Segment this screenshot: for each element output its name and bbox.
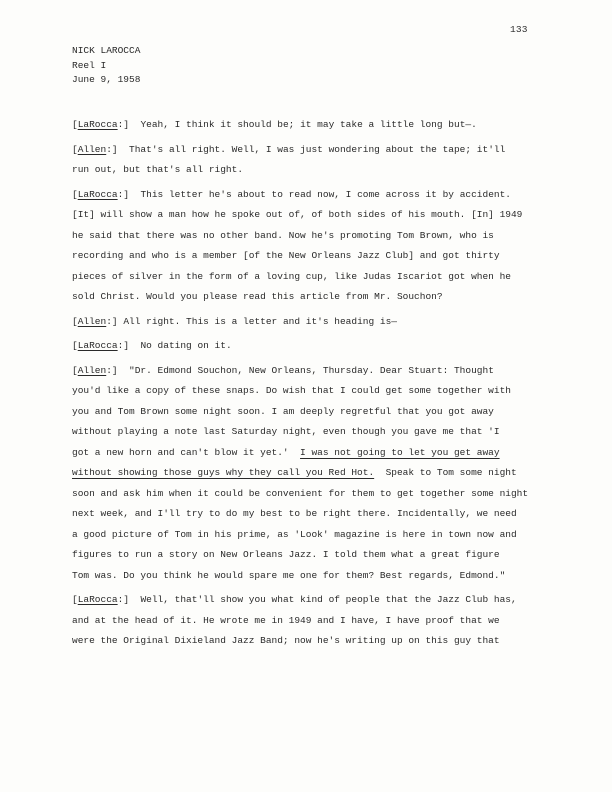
- dialogue-line: [Allen:] All right. This is a letter and it's heading is—: [72, 315, 397, 327]
- speaker-label: Allen: [77, 143, 107, 155]
- speaker-label: LaRocca: [77, 594, 118, 605]
- speaker-label: LaRocca: [77, 188, 118, 200]
- dialogue-line: recording and who is a member [of the New Orleans Jazz Club] and got thirty: [72, 250, 500, 261]
- interview-date: June 9, 1958: [72, 74, 141, 85]
- dialogue-paragraph: [72, 361, 548, 587]
- dialogue-line: sold Christ. Would you please read this article from Mr. Souchon?: [72, 291, 443, 302]
- dialogue-paragraph: [72, 115, 548, 136]
- dialogue-line: and at the head of it. He wrote me in 1949 and I have, I have proof that we: [72, 614, 500, 626]
- dialogue-paragraph: [72, 336, 548, 357]
- underlined-text: I was not going to let you get away: [300, 446, 500, 458]
- dialogue-line: [LaRocca:] This letter he's about to read now, I come across it by accident.: [72, 188, 511, 200]
- transcript-body: [72, 115, 548, 656]
- dialogue-line: [It] will show a man how he spoke out of, of both sides of his mouth. [In] 1949: [72, 209, 523, 220]
- dialogue-line: pieces of silver in the form of a loving cup, like Judas Iscariot got when he: [72, 270, 511, 282]
- dialogue-line: run out, but that's all right.: [72, 164, 244, 175]
- dialogue-line: [LaRocca:] Well, that'll show you what kind of people that the Jazz Club has,: [72, 594, 517, 605]
- dialogue-line: a good picture of Tom in his prime, as 'Look' magazine is here in town now and: [72, 528, 517, 540]
- speaker-label: Allen: [77, 364, 107, 376]
- dialogue-line: [Allen:] "Dr. Edmond Souchon, New Orleans, Thursday. Dear Stuart: Thought: [72, 364, 494, 376]
- speaker-label: Allen: [77, 315, 107, 327]
- dialogue-paragraph: [72, 312, 548, 333]
- dialogue-paragraph: [72, 140, 548, 181]
- dialogue-line: figures to run a story on New Orleans Jazz. I told them what a great figure: [72, 549, 500, 560]
- dialogue-line: you and Tom Brown some night soon. I am deeply regretful that you got away: [72, 405, 494, 417]
- dialogue-line: without playing a note last Saturday night, even though you gave me that 'I: [72, 426, 500, 437]
- underlined-text: without showing those guys why they call you Red Hot.: [72, 467, 375, 478]
- dialogue-line: got a new horn and can't blow it yet.' I was not going to let you get away: [72, 446, 500, 458]
- speaker-label: LaRocca: [77, 340, 118, 351]
- dialogue-line: [LaRocca:] Yeah, I think it should be; it may take a little long but—.: [72, 119, 477, 130]
- dialogue-line: you'd like a copy of these snaps. Do wish that I could get some together with: [72, 385, 511, 396]
- dialogue-line: were the Original Dixieland Jazz Band; now he's writing up on this guy that: [72, 635, 500, 646]
- speaker-label: LaRocca: [77, 119, 118, 130]
- reel-label: Reel I: [72, 59, 107, 71]
- dialogue-paragraph: [72, 590, 548, 652]
- page-number: 133: [510, 24, 528, 35]
- dialogue-line: [LaRocca:] No dating on it.: [72, 340, 232, 351]
- dialogue-line: soon and ask him when it could be convenient for them to get together some night: [72, 487, 529, 499]
- dialogue-line: Tom was. Do you think he would spare me one for them? Best regards, Edmond.": [72, 569, 506, 581]
- dialogue-line: next week, and I'll try to do my best to be right there. Incidentally, we need: [72, 508, 517, 519]
- dialogue-paragraph: [72, 185, 548, 308]
- transcript-header: [72, 44, 140, 88]
- dialogue-line: without showing those guys why they call you Red Hot. Speak to Tom some night: [72, 467, 517, 478]
- dialogue-line: [Allen:] That's all right. Well, I was just wondering about the tape; it'll: [72, 143, 506, 155]
- interviewee-name: NICK LAROCCA: [72, 45, 141, 56]
- dialogue-line: he said that there was no other band. Now he's promoting Tom Brown, who is: [72, 229, 494, 241]
